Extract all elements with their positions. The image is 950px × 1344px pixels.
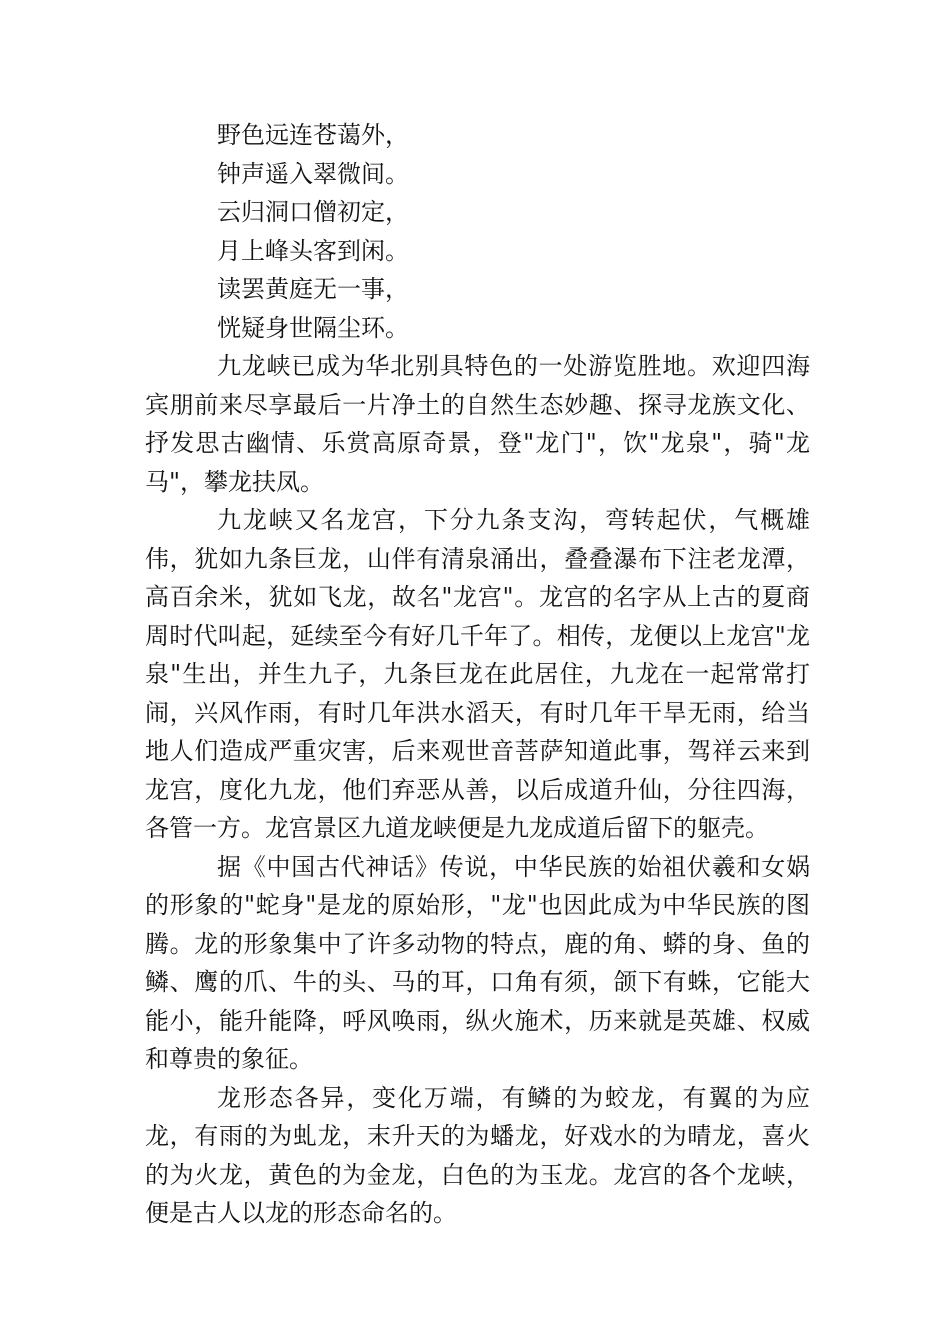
poem-line-4: 月上峰头客到闲。 [217, 236, 409, 265]
poem-line-5: 读罢黄庭无一事， [217, 275, 409, 303]
poem-line-1: 野色远连苍蔼外， [217, 121, 409, 149]
paragraph-mythology: 据《中国古代神话》传说，中华民族的始祖伏羲和女娲的形象的"蛇身"是龙的原始形，"龙"也因此成为中华民族的图腾。龙的形象集中了许多动物的特点，鹿的角、蟒的身、鱼的鳞、鹰的爪、牛的头、马的耳，口角有须，颌下有蛛，它能大能小，能升能降，呼风唤雨，纵火施术，历来就是英雄、权威和尊贵的象征。 [145, 852, 810, 1073]
poem-line-3: 云归洞口僧初定， [217, 198, 409, 226]
poem-block [145, 116, 810, 347]
document-body [145, 116, 810, 1233]
poem-line-2: 钟声遥入翠微间。 [217, 159, 409, 188]
paragraph-intro: 九龙峡已成为华北别具特色的一处游览胜地。欢迎四海宾朋前来尽享最后一片净土的自然生态妙趣、探寻龙族文化、抒发思古幽情、乐赏高原奇景，登"龙门"，饮"龙泉"，骑"龙马"，攀龙扶凤。 [145, 352, 810, 496]
poem-line-6: 恍疑身世隔尘环。 [217, 313, 409, 342]
paragraph-dragon-forms: 龙形态各异，变化万端，有鳞的为蛟龙，有翼的为应龙，有雨的为虬龙，末升天的为蟠龙，好戏水的为晴龙，喜火的为火龙，黄色的为金龙，白色的为玉龙。龙宫的各个龙峡，便是古人以龙的形态命名的。 [145, 1083, 810, 1227]
paragraph-legend: 九龙峡又名龙宫，下分九条支沟，弯转起伏，气概雄伟，犹如九条巨龙，山伴有清泉涌出，叠叠瀑布下注老龙潭，高百余米，犹如飞龙，故名"龙宫"。龙宫的名字从上古的夏商周时代叫起，延续至今有好几千年了。相传，龙便以上龙宫"龙泉"生出，并生九子，九条巨龙在此居住，九龙在一起常常打闹，兴风作雨，有时几年洪水滔天，有时几年干旱无雨，给当地人们造成严重灾害，后来观世音菩萨知道此事，驾祥云来到龙宫，度化九龙，他们弃恶从善，以后成道升仙，分往四海，各管一方。龙宫景区九道龙峡便是九龙成道后留下的躯壳。 [145, 506, 810, 842]
